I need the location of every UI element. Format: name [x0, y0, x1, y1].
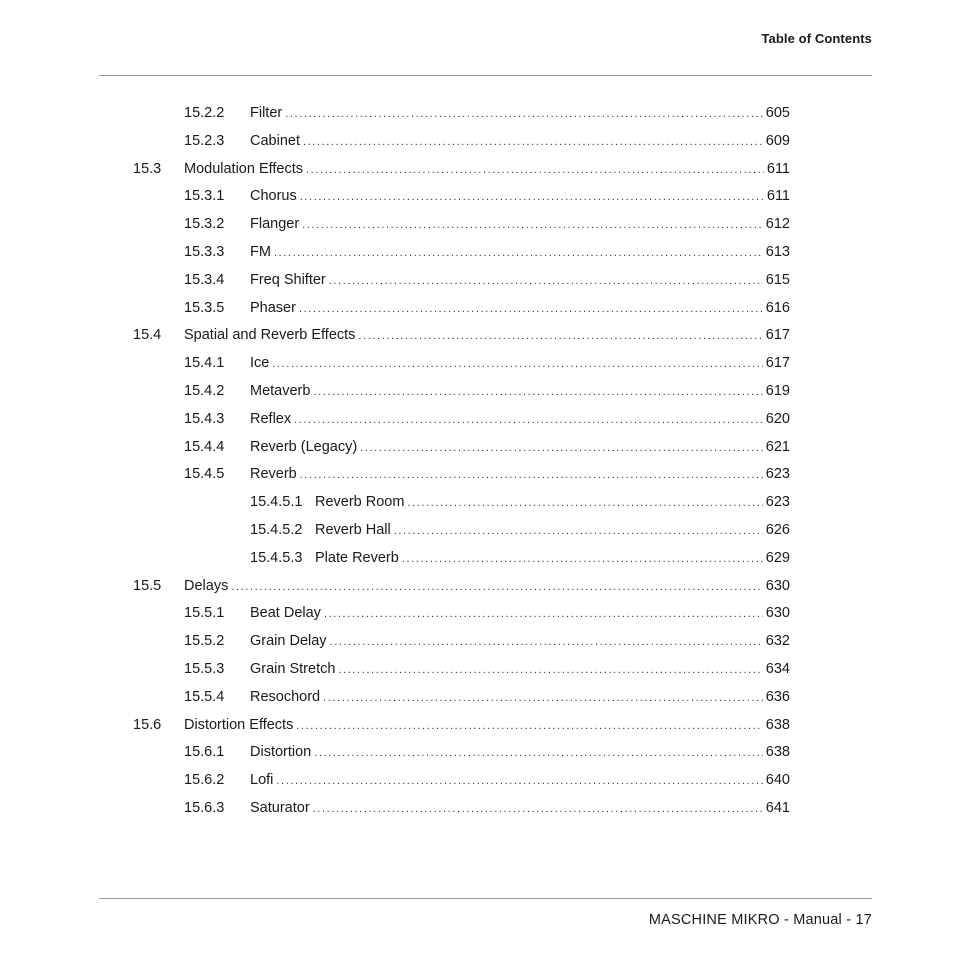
toc-entry-number: 15.3.2	[184, 216, 225, 233]
toc-dot-leader	[285, 104, 763, 124]
toc-dot-leader	[300, 187, 764, 207]
toc-entry-number: 15.2.3	[184, 132, 225, 149]
toc-entry-page: 619	[765, 383, 790, 399]
toc-entry[interactable]	[0, 131, 954, 151]
toc-entry-title: Freq Shifter	[250, 271, 326, 288]
toc-dot-leader	[272, 354, 762, 374]
toc-entry[interactable]	[0, 464, 954, 484]
toc-entry-number: 15.5	[133, 577, 162, 594]
toc-entry[interactable]	[0, 409, 954, 429]
toc-entry-page: 611	[766, 188, 790, 205]
toc-entry[interactable]	[0, 631, 954, 651]
toc-entry-link[interactable]	[250, 409, 790, 430]
toc-dot-leader	[329, 271, 763, 291]
toc-entry-title: Beat Delay	[250, 605, 321, 622]
toc-entry-title: Reverb (Legacy)	[250, 438, 358, 455]
toc-entry[interactable]	[0, 798, 954, 818]
header-divider	[99, 75, 872, 76]
toc-entry-link[interactable]	[315, 520, 790, 541]
toc-entry-number: 15.3.3	[184, 244, 225, 260]
toc-entry-number: 15.5.1	[184, 605, 225, 622]
toc-entry[interactable]	[0, 520, 954, 540]
toc-entry[interactable]	[0, 242, 954, 262]
toc-entry-page: 630	[765, 577, 790, 594]
toc-entry-link[interactable]	[250, 186, 790, 207]
toc-entry-page: 634	[765, 661, 790, 677]
toc-entry-number: 15.4.3	[184, 410, 225, 427]
toc-dot-leader	[358, 326, 762, 346]
toc-entry[interactable]	[0, 437, 954, 457]
toc-entry-title: Chorus	[250, 188, 297, 205]
toc-entry-link[interactable]	[250, 131, 790, 152]
toc-entry-page: 613	[765, 244, 790, 260]
toc-entry-number: 15.4.5.3	[250, 549, 303, 566]
page-header-title: Table of Contents	[761, 31, 872, 46]
toc-entry-title: Spatial and Reverb Effects	[184, 327, 356, 344]
toc-entry-link[interactable]	[250, 298, 790, 319]
toc-entry-title: Resochord	[250, 688, 321, 705]
toc-dot-leader	[302, 215, 763, 235]
toc-entry-title: Grain Stretch	[250, 661, 336, 677]
toc-dot-leader	[313, 382, 762, 402]
toc-entry-title: Metaverb	[250, 383, 311, 399]
toc-entry-page: 621	[765, 438, 790, 455]
toc-entry-title: FM	[250, 244, 271, 260]
toc-entry[interactable]	[0, 214, 954, 234]
toc-entry[interactable]	[0, 659, 954, 679]
toc-entry-page: 630	[765, 605, 790, 622]
toc-entry-link[interactable]	[250, 242, 790, 263]
footer-divider	[99, 898, 872, 899]
toc-entry[interactable]	[0, 103, 954, 123]
toc-entry-number: 15.4.5	[184, 466, 225, 483]
toc-entry-number: 15.6.2	[184, 772, 225, 789]
toc-dot-leader	[324, 604, 763, 624]
toc-entry-number: 15.3.5	[184, 299, 225, 316]
toc-entry-link[interactable]	[250, 437, 790, 458]
toc-entry-title: Distortion Effects	[184, 716, 294, 733]
toc-entry-page: 615	[765, 271, 790, 288]
toc-entry-page: 609	[765, 132, 790, 149]
toc-entry-number: 15.5.2	[184, 633, 225, 650]
toc-entry-number: 15.4.5.2	[250, 522, 303, 538]
toc-entry[interactable]	[0, 770, 954, 790]
toc-entry-title: Reverb	[250, 466, 297, 483]
toc-entry-page: 611	[766, 160, 790, 177]
toc-dot-leader	[299, 299, 763, 319]
toc-dot-leader	[313, 799, 763, 819]
toc-entry-page: 638	[765, 744, 790, 761]
toc-entry-link[interactable]	[250, 603, 790, 624]
toc-entry[interactable]	[0, 186, 954, 206]
toc-entry-title: Phaser	[250, 299, 296, 316]
toc-dot-leader	[330, 632, 763, 652]
toc-entry[interactable]	[0, 159, 954, 179]
toc-entry-page: 612	[765, 216, 790, 233]
toc-dot-leader	[306, 160, 764, 180]
toc-dot-leader	[323, 688, 763, 708]
toc-entry[interactable]	[0, 381, 954, 401]
toc-dot-leader	[407, 493, 762, 513]
toc-entry-number: 15.4.2	[184, 383, 225, 399]
toc-dot-leader	[394, 521, 763, 541]
toc-entry-page: 641	[765, 800, 790, 816]
toc-entry-link[interactable]	[250, 687, 790, 708]
toc-entry-number: 15.4	[133, 327, 162, 344]
toc-entry-title: Distortion	[250, 744, 312, 761]
toc-entry-link[interactable]	[184, 715, 790, 736]
toc-entry-page: 616	[765, 299, 790, 316]
toc-dot-leader	[360, 438, 763, 458]
toc-entry-number: 15.3	[133, 160, 162, 177]
toc-entry-link[interactable]	[250, 631, 790, 652]
toc-entry-page: 636	[765, 688, 790, 705]
toc-entry[interactable]	[0, 603, 954, 623]
toc-entry-page: 626	[765, 522, 790, 538]
toc-dot-leader	[296, 716, 762, 736]
toc-entry-title: Saturator	[250, 800, 310, 816]
toc-dot-leader	[294, 410, 763, 430]
toc-entry[interactable]	[0, 548, 954, 568]
toc-entry-page: 617	[765, 355, 790, 372]
toc-entry-title: Grain Delay	[250, 633, 327, 650]
toc-entry-number: 15.3.4	[184, 271, 225, 288]
toc-entry-title: Reverb Hall	[315, 522, 391, 538]
toc-dot-leader	[231, 577, 762, 597]
toc-entry-page: 640	[765, 772, 790, 789]
toc-entry-link[interactable]	[250, 270, 790, 291]
toc-entry-page: 623	[765, 494, 790, 511]
toc-entry-number: 15.4.4	[184, 438, 225, 455]
toc-entry-title: Filter	[250, 105, 283, 121]
toc-dot-leader	[276, 771, 762, 791]
toc-entry-page: 620	[765, 410, 790, 427]
toc-entry-title: Lofi	[250, 772, 274, 789]
toc-entry-link[interactable]	[250, 659, 790, 680]
toc-entry-number: 15.6.3	[184, 800, 225, 816]
toc-dot-leader	[338, 660, 762, 680]
toc-dot-leader	[274, 243, 763, 263]
toc-entry-page: 638	[765, 716, 790, 733]
toc-entry-link[interactable]	[315, 548, 790, 569]
toc-entry-title: Cabinet	[250, 132, 300, 149]
toc-entry-link[interactable]	[184, 325, 790, 346]
toc-entry-number: 15.4.5.1	[250, 494, 303, 511]
toc-entry[interactable]	[0, 325, 954, 345]
toc-entry[interactable]	[0, 298, 954, 318]
toc-entry-page: 629	[765, 549, 790, 566]
toc-dot-leader	[402, 549, 763, 569]
toc-entry-number: 15.5.3	[184, 661, 225, 677]
toc-dot-leader	[314, 743, 763, 763]
toc-entry-number: 15.4.1	[184, 355, 225, 372]
toc-entry-title: Delays	[184, 577, 229, 594]
toc-entry-page: 605	[765, 105, 790, 121]
toc-entry-link[interactable]	[315, 492, 790, 513]
toc-entry-link[interactable]	[250, 381, 790, 402]
toc-entry-link[interactable]	[184, 576, 790, 597]
toc-entry[interactable]	[0, 353, 954, 373]
toc-entry-link[interactable]	[250, 742, 790, 763]
toc-entry-number: 15.5.4	[184, 688, 225, 705]
toc-entry-title: Flanger	[250, 216, 300, 233]
toc-entry[interactable]	[0, 715, 954, 735]
toc-entry-link[interactable]	[250, 103, 790, 124]
toc-entry-link[interactable]	[250, 214, 790, 235]
toc-entry-page: 617	[765, 327, 790, 344]
toc-entry-number: 15.2.2	[184, 105, 225, 121]
toc-entry-title: Modulation Effects	[184, 160, 304, 177]
toc-entry-title: Plate Reverb	[315, 549, 399, 566]
toc-entry-link[interactable]	[250, 770, 790, 791]
toc-entry[interactable]	[0, 742, 954, 762]
toc-entry-page: 632	[765, 633, 790, 650]
page-footer: MASCHINE MIKRO - Manual - 17	[648, 912, 872, 928]
toc-entry-title: Reverb Room	[315, 494, 405, 511]
toc-dot-leader	[303, 132, 763, 152]
toc-entry-page: 623	[765, 466, 790, 483]
toc-entry-link[interactable]	[250, 798, 790, 819]
toc-entry-link[interactable]	[250, 353, 790, 374]
toc-entry[interactable]	[0, 270, 954, 290]
toc-entry-link[interactable]	[250, 464, 790, 485]
toc-entry-number: 15.6	[133, 716, 162, 733]
toc-entry-title: Ice	[250, 355, 270, 372]
toc-entry[interactable]	[0, 687, 954, 707]
toc-entry[interactable]	[0, 492, 954, 512]
toc-entry-number: 15.6.1	[184, 744, 225, 761]
toc-entry-title: Reflex	[250, 410, 292, 427]
toc-entry-link[interactable]	[184, 159, 790, 180]
toc-dot-leader	[300, 465, 763, 485]
toc-entry-number: 15.3.1	[184, 188, 225, 205]
toc-entry[interactable]	[0, 576, 954, 596]
